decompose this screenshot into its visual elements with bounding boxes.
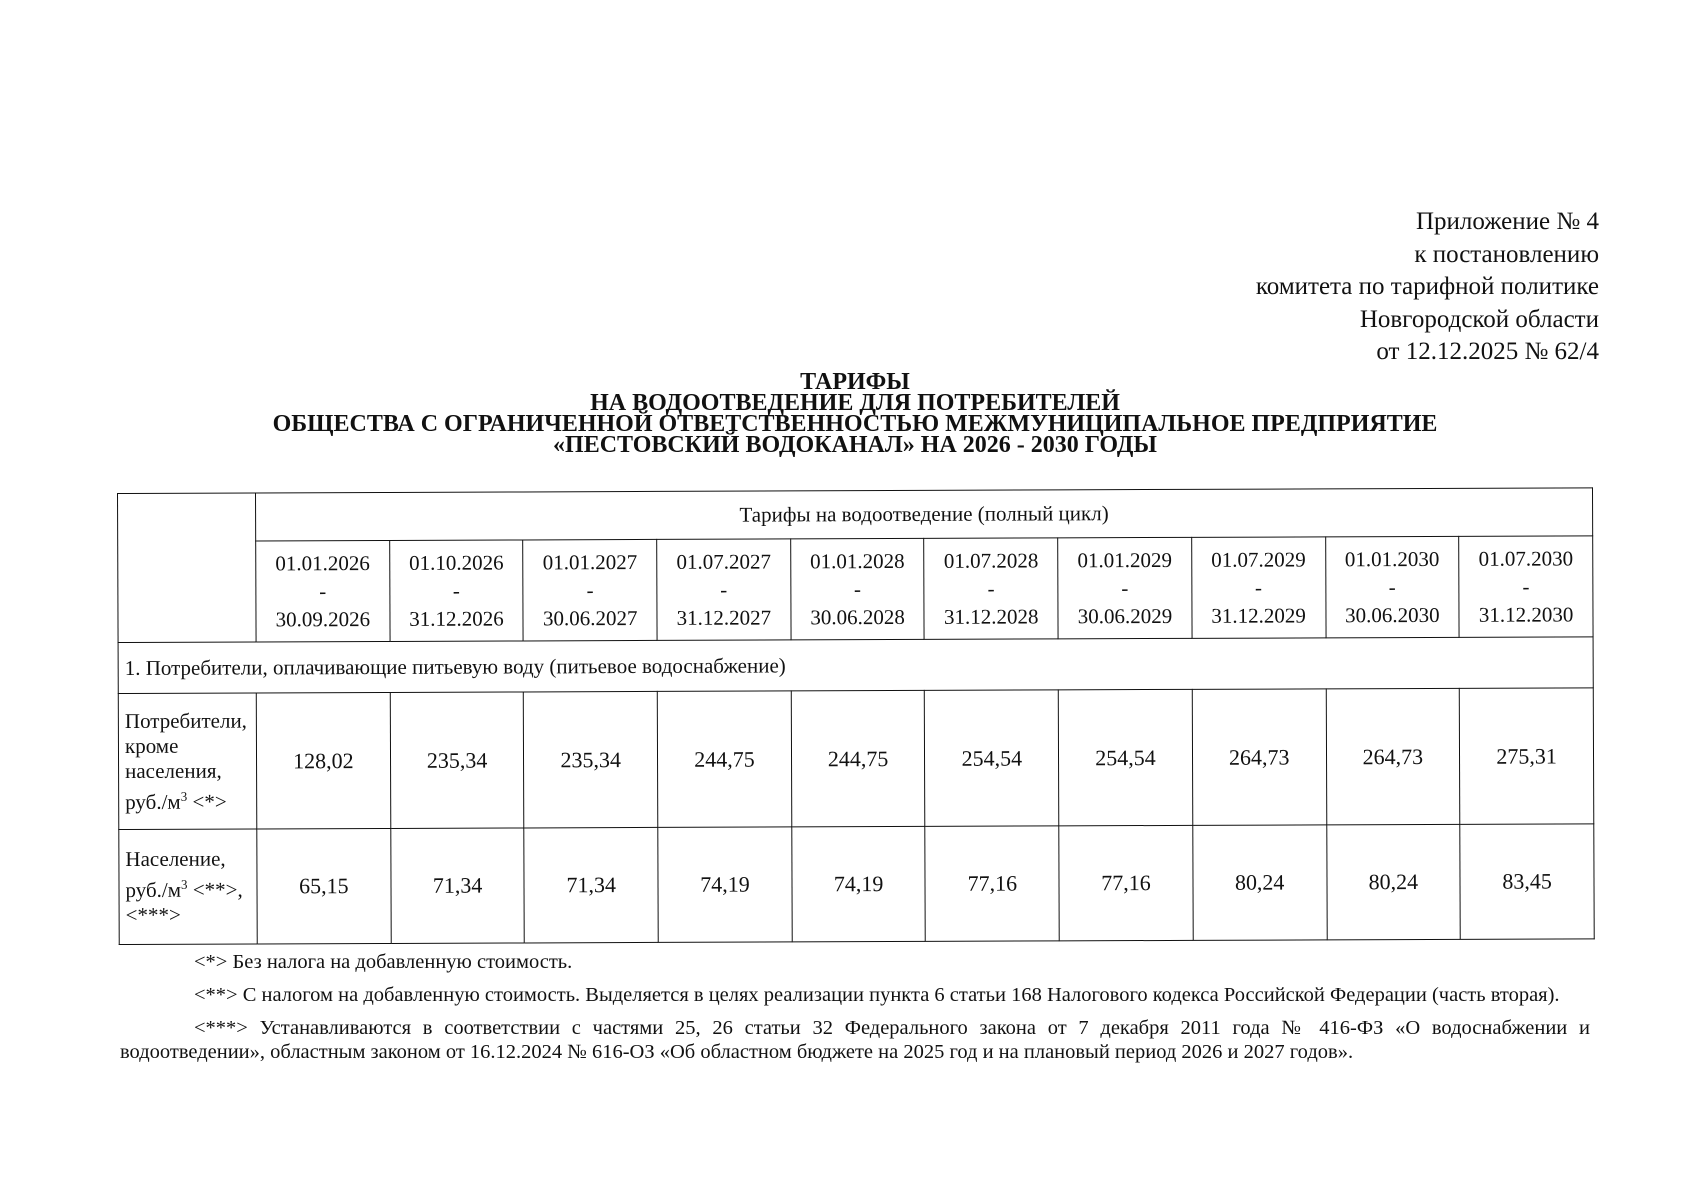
tariff-value-cell: 235,34 xyxy=(390,692,524,829)
footnote: <***> Устанавливаются в соответствии с частями 25, 26 статьи 32 Федерального закона от 7 декабря 2011 года № 416-ФЗ «О водоснабжении и водоотведении», областным законом от 16.12.2024 № 616-ОЗ «Об областном бюджете на 2025 год и на плановый период 2026 и 2027 годов». xyxy=(120,1017,1590,1063)
period-from: 01.01.2030 xyxy=(1344,546,1440,572)
tariff-value-cell: 80,24 xyxy=(1326,824,1460,940)
document-title xyxy=(120,369,1590,458)
title-line: ТАРИФЫ xyxy=(800,369,910,395)
period-header-cell xyxy=(523,539,657,641)
tariff-value-cell: 264,73 xyxy=(1326,688,1460,825)
period-from: 01.01.2027 xyxy=(542,550,638,575)
appendix-line: Новгородской области xyxy=(1359,305,1599,333)
period-dash: - xyxy=(853,577,862,602)
period-dash: - xyxy=(452,578,460,603)
tariff-value-cell: 244,75 xyxy=(657,691,791,828)
title-line: ОБЩЕСТВА С ОГРАНИЧЕННОЙ ОТВЕТСТВЕННОСТЬЮ МЕЖМУНИЦИПАЛЬНОЕ ПРЕДПРИЯТИЕ xyxy=(272,411,1438,437)
period-dash: - xyxy=(720,577,728,602)
tariff-value-cell: 275,31 xyxy=(1459,688,1593,825)
tariff-value-cell: 71,34 xyxy=(390,828,524,944)
tariff-value-cell: 83,45 xyxy=(1460,824,1594,940)
footnote: <**> С налогом на добавленную стоимость. Выделяется в целях реализации пункта 6 статьи 168 Налогового кодекса Российской Федерации (часть вторая). xyxy=(194,984,1560,1006)
tariff-value-cell: 74,19 xyxy=(658,827,792,943)
period-dash: - xyxy=(1522,574,1530,599)
period-to: 30.06.2028 xyxy=(810,604,905,630)
group-header: Тарифы на водоотведение (полный цикл) xyxy=(256,488,1593,541)
tariff-value-cell: 80,24 xyxy=(1193,825,1327,941)
footnotes xyxy=(120,950,1590,1073)
period-header-row xyxy=(118,536,1593,643)
period-to: 30.06.2029 xyxy=(1077,603,1173,629)
period-header-cell xyxy=(1325,536,1459,638)
table-row xyxy=(119,824,1594,945)
tariff-value-cell: 235,34 xyxy=(524,691,658,828)
period-dash: - xyxy=(1388,575,1396,600)
tariff-value-cell: 65,15 xyxy=(257,828,391,944)
appendix-date: от 12.12.2025 № 62/4 xyxy=(1376,338,1599,365)
tariff-value-cell: 244,75 xyxy=(791,690,925,827)
period-dash: - xyxy=(586,578,594,603)
period-header-cell xyxy=(1058,537,1192,639)
period-to: 31.12.2029 xyxy=(1211,603,1306,628)
period-dash: - xyxy=(319,579,327,604)
appendix-header xyxy=(1256,206,1599,369)
period-to: 31.12.2027 xyxy=(676,605,772,630)
tariff-table xyxy=(117,487,1595,945)
tariff-value-cell: 264,73 xyxy=(1192,689,1326,826)
tariff-value-cell: 74,19 xyxy=(792,826,926,942)
row-label xyxy=(119,829,257,945)
row-label-note: <*> xyxy=(187,789,227,814)
unit-exponent: 3 xyxy=(180,876,188,892)
appendix-line: комитета по тарифной политике xyxy=(1255,273,1599,300)
period-header-cell xyxy=(256,540,390,642)
title-line: «ПЕСТОВСКИЙ ВОДОКАНАЛ» НА 2026 - 2030 ГОДЫ xyxy=(553,432,1157,458)
period-to: 30.06.2027 xyxy=(542,606,638,631)
period-from: 01.07.2027 xyxy=(676,549,771,574)
unit-exponent: 3 xyxy=(180,788,188,804)
period-dash: - xyxy=(987,576,995,601)
period-from: 01.01.2029 xyxy=(1077,547,1173,573)
title-line: НА ВОДООТВЕДЕНИЕ ДЛЯ ПОТРЕБИТЕЛЕЙ xyxy=(590,390,1120,416)
period-header-cell xyxy=(389,540,523,642)
tariff-value-cell: 71,34 xyxy=(524,827,658,943)
period-to: 31.12.2026 xyxy=(409,606,504,631)
footnote: <*> Без налога на добавленную стоимость. xyxy=(194,951,573,973)
row-label-text: Потребители, кроме населения, руб./м xyxy=(124,708,247,814)
table-header-row xyxy=(118,488,1593,542)
period-to: 31.12.2030 xyxy=(1478,602,1574,627)
tariff-value-cell: 77,16 xyxy=(925,826,1059,942)
period-header-cell xyxy=(790,538,924,640)
row-label-note: <**>, <***> xyxy=(125,877,243,927)
period-from: 01.01.2026 xyxy=(275,551,370,576)
period-header-cell xyxy=(1191,537,1325,639)
period-from: 01.07.2030 xyxy=(1478,546,1574,571)
period-from: 01.07.2029 xyxy=(1211,547,1306,572)
period-to: 30.09.2026 xyxy=(275,607,371,632)
row-label xyxy=(118,693,257,830)
period-to: 30.06.2030 xyxy=(1345,602,1440,628)
row-label-text: Население, руб./м xyxy=(125,846,226,902)
appendix-line: к постановлению xyxy=(1414,240,1599,268)
period-header-cell xyxy=(924,538,1058,640)
period-to: 31.12.2028 xyxy=(943,604,1039,629)
period-dash: - xyxy=(1254,575,1263,600)
table-row xyxy=(118,688,1594,830)
section-row xyxy=(118,637,1593,694)
period-header-cell xyxy=(657,539,791,641)
appendix-number: Приложение № 4 xyxy=(1415,208,1599,235)
period-header-cell xyxy=(1459,536,1593,638)
period-from: 01.07.2028 xyxy=(943,548,1039,573)
section-heading: 1. Потребители, оплачивающие питьевую воду (питьевое водоснабжение) xyxy=(118,637,1593,694)
tariff-value-cell: 254,54 xyxy=(925,690,1059,827)
tariff-value-cell: 77,16 xyxy=(1059,825,1193,941)
table-corner-cell xyxy=(118,493,257,643)
tariff-value-cell: 254,54 xyxy=(1058,689,1192,826)
period-from: 01.10.2026 xyxy=(409,550,504,575)
period-dash: - xyxy=(1121,576,1129,601)
period-from: 01.01.2028 xyxy=(810,548,905,574)
tariff-value-cell: 128,02 xyxy=(256,692,390,829)
